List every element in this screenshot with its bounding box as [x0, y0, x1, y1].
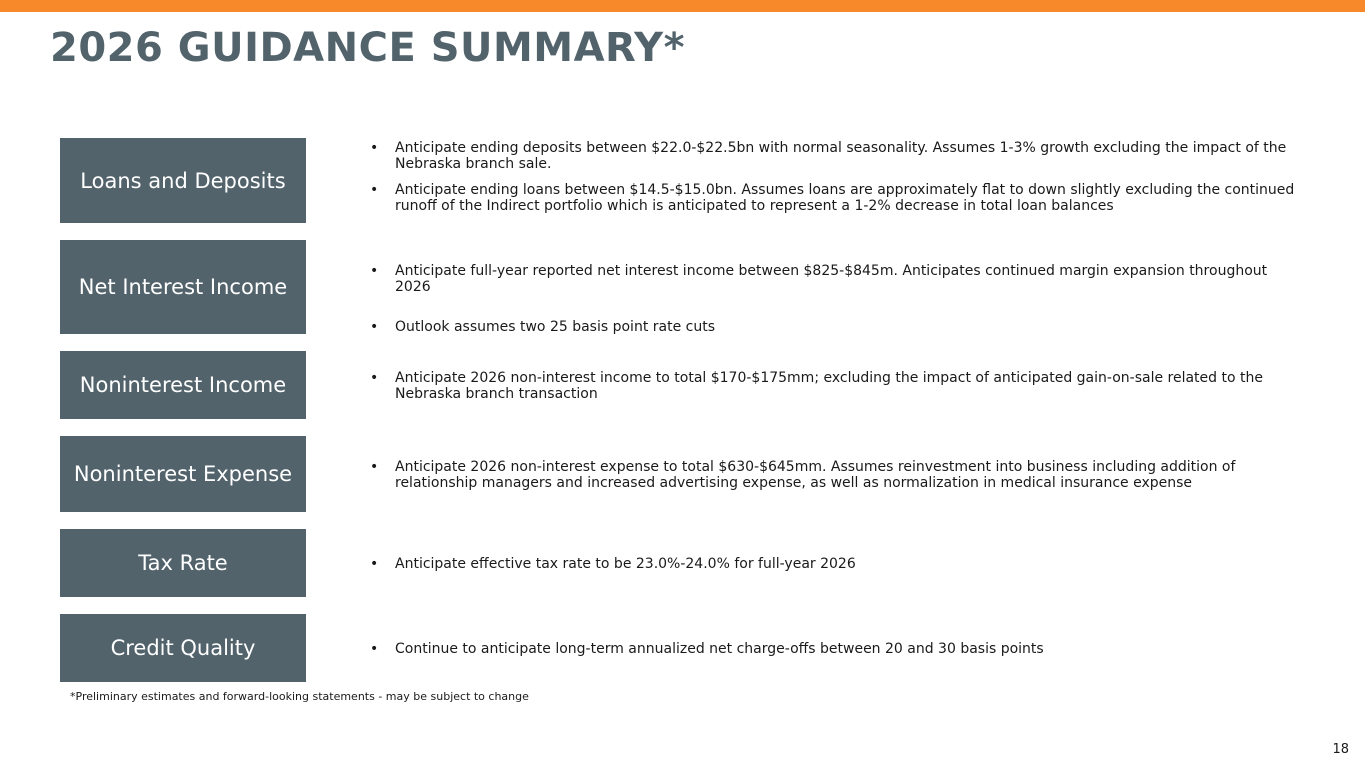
page-number: 18 — [1332, 742, 1349, 757]
section-label-net-interest-income: Net Interest Income — [60, 240, 306, 334]
section-label-noninterest-expense: Noninterest Expense — [60, 436, 306, 512]
bullet-deposits: • Anticipate ending deposits between $22.0-$22.5bn with normal seasonality. Assumes 1-3% growth excluding the impact of the Nebraska branch sale. — [370, 140, 1305, 172]
bullet-loans: • Anticipate ending loans between $14.5-$15.0bn. Assumes loans are approximately flat to down slightly excluding the continued runoff of the Indirect portfolio which is anticipated to represent a 1-2% decrease in total loan balances — [370, 182, 1305, 214]
bullet-rate-cuts: • Outlook assumes two 25 basis point rate cuts — [370, 319, 1305, 335]
top-accent-bar — [0, 0, 1365, 12]
slide-title: 2026 GUIDANCE SUMMARY* — [50, 25, 686, 71]
bullet-tax-rate: • Anticipate effective tax rate to be 23.0%-24.0% for full-year 2026 — [370, 556, 1305, 572]
section-label-credit-quality: Credit Quality — [60, 614, 306, 682]
footnote: *Preliminary estimates and forward-looking statements - may be subject to change — [70, 690, 529, 703]
bullet-credit-quality: • Continue to anticipate long-term annualized net charge-offs between 20 and 30 basis points — [370, 641, 1305, 657]
bullet-noninterest-expense: • Anticipate 2026 non-interest expense to total $630-$645mm. Assumes reinvestment into business including addition of relationship managers and increased advertising expense, as well as normalization in medical insurance expense — [370, 459, 1305, 491]
section-label-noninterest-income: Noninterest Income — [60, 351, 306, 419]
bullet-noninterest-income: • Anticipate 2026 non-interest income to total $170-$175mm; excluding the impact of anticipated gain-on-sale related to the Nebraska branch transaction — [370, 370, 1305, 402]
section-label-tax-rate: Tax Rate — [60, 529, 306, 597]
bullet-net-interest-income: • Anticipate full-year reported net interest income between $825-$845m. Anticipates continued margin expansion throughout 2026 — [370, 263, 1305, 295]
section-label-loans-deposits: Loans and Deposits — [60, 138, 306, 223]
